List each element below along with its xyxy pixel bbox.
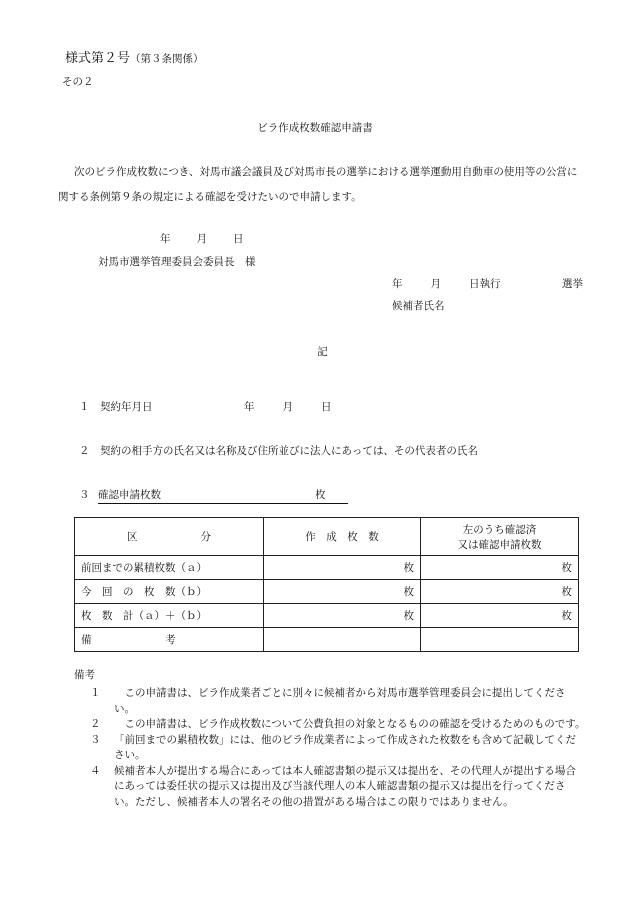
item3-number: ３ <box>79 489 90 501</box>
date-day: 日 <box>233 233 244 245</box>
note-number: ２ <box>90 718 101 730</box>
item-contract-party <box>79 446 478 457</box>
header-created-count: 作 成 枚 数 <box>264 518 421 556</box>
table-row <box>75 580 579 604</box>
election-year: 年 <box>392 278 403 290</box>
row-confirmed-count[interactable]: 枚 <box>421 604 579 628</box>
election-month: 月 <box>430 278 441 290</box>
row-remarks-created[interactable] <box>264 628 421 652</box>
item2-label: 契約の相手方の氏名又は名称及び住所並びに法人にあっては、その代表者の氏名 <box>100 445 478 457</box>
note-text: 候補者本人が提出する場合にあっては本人確認書類の提示又は提出を、その代理人が提出する場合にあっては委任状の提示又は提出及び当該代理人の本人確認書類の提示又は提出を行ってください。ただし、候補者本人の署名その他の措置がある場合はこの限りではありません。 <box>114 764 576 808</box>
document-title: ビラ作成枚数確認申請書 <box>257 122 373 134</box>
application-date <box>160 234 270 245</box>
item3-unit: 枚 <box>315 489 326 501</box>
row-confirmed-count[interactable]: 枚 <box>421 556 579 580</box>
item-contract-date <box>79 401 332 413</box>
row-label: 枚 数 計（ａ）＋（ｂ） <box>75 604 264 628</box>
election-line <box>392 278 583 290</box>
item1-date <box>244 402 360 413</box>
notes-heading: 備考 <box>74 669 95 681</box>
item1-year: 年 <box>244 401 255 413</box>
table-row <box>75 604 579 628</box>
form-number <box>65 52 204 65</box>
note-number: １ <box>90 687 101 699</box>
form-reference: （第３条関係） <box>130 53 204 65</box>
item1-month: 月 <box>282 401 293 413</box>
row-remarks-confirmed[interactable] <box>421 628 579 652</box>
note-item <box>90 733 586 764</box>
row-label: 前回までの累積枚数（ａ） <box>75 556 264 580</box>
note-item <box>90 717 586 733</box>
header-category: 区 分 <box>75 518 264 556</box>
row-label: 備 考 <box>75 628 264 652</box>
row-created-count[interactable]: 枚 <box>264 580 421 604</box>
table-row <box>75 556 579 580</box>
item1-label: 契約年月日 <box>100 401 153 413</box>
date-year: 年 <box>160 233 171 245</box>
header-confirmed-count <box>421 518 579 556</box>
note-number: ３ <box>90 733 101 746</box>
item2-number: ２ <box>79 445 90 457</box>
count-table <box>74 517 579 652</box>
date-month: 月 <box>196 233 207 245</box>
notes-list <box>90 686 586 810</box>
note-text: 「前回までの累積枚数」には、他のビラ作成業者によって作成された枚数をも含めて記載してください。 <box>114 733 576 761</box>
row-created-count[interactable]: 枚 <box>264 556 421 580</box>
table-header-row <box>75 518 579 556</box>
item3-label: 確認申請枚数 <box>98 490 348 504</box>
header-confirmed-line1: 左のうち確認済 <box>462 523 537 536</box>
note-text: この申請書は、ビラ作成枚数について公費負担の対象となるものの確認を受けるためのものです。 <box>114 718 586 730</box>
addressee: 対馬市選挙管理委員会委員長 様 <box>98 256 256 268</box>
item1-number: １ <box>79 401 90 413</box>
ki-heading: 記 <box>317 346 328 358</box>
election-name: 選挙 <box>562 278 583 290</box>
header-confirmed-line2: 又は確認申請枚数 <box>457 538 542 551</box>
item1-day: 日 <box>321 401 332 413</box>
note-text: この申請書は、ビラ作成業者ごとに別々に候補者から対馬市選挙管理委員会に提出してください。 <box>114 687 566 715</box>
note-number: ４ <box>90 764 101 777</box>
table-row <box>75 628 579 652</box>
item-application-count <box>79 489 326 501</box>
election-day: 日執行 <box>469 278 501 290</box>
intro-paragraph: 次のビラ作成枚数につき、対馬市議会議員及び対馬市長の選挙における選挙運動用自動車の使用等の公営に関する条例第９条の規定による確認を受けたいので申請します。 <box>58 166 578 203</box>
note-item <box>90 686 586 717</box>
note-item <box>90 764 586 811</box>
candidate-name-label: 候補者氏名 <box>392 300 445 312</box>
form-part: その２ <box>62 76 94 88</box>
row-created-count[interactable]: 枚 <box>264 604 421 628</box>
row-confirmed-count[interactable]: 枚 <box>421 580 579 604</box>
form-number-label: 様式第２号 <box>65 51 131 66</box>
row-label: 今 回 の 枚 数（ｂ） <box>75 580 264 604</box>
